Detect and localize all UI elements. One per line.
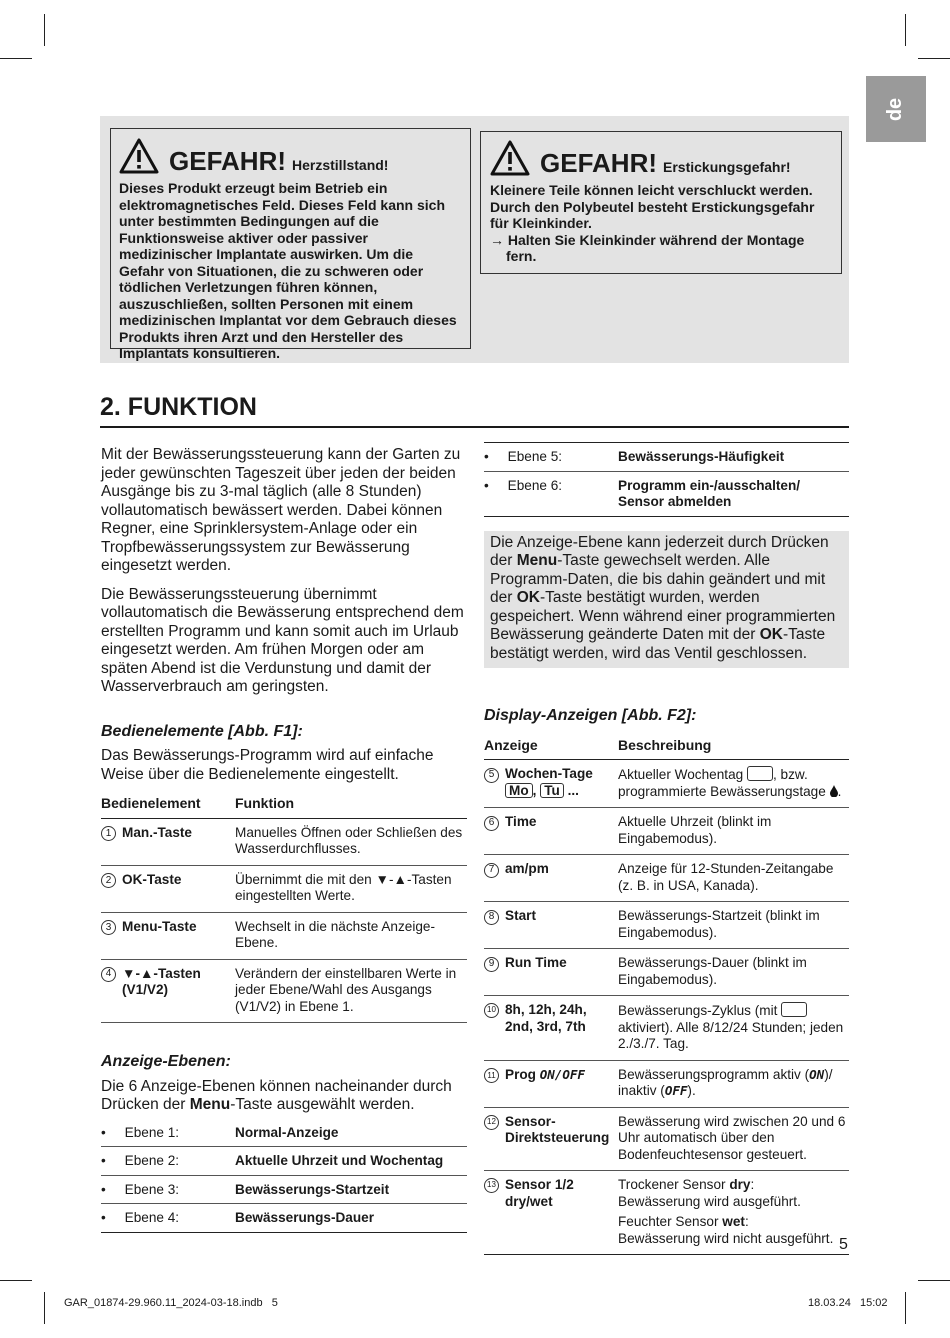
right-column: [484, 442, 849, 1255]
control-desc: Übernimmt die mit den ▼-▲-Tasten eingestellten Werte.: [235, 865, 467, 912]
language-tab: [866, 76, 926, 142]
cycle-frame-icon: [781, 1002, 807, 1017]
section-title: 2. FUNKTION: [100, 393, 257, 421]
day-frame-icon: [747, 766, 773, 781]
table-row: [101, 959, 467, 1023]
warning-subtitle: Erstickungsgefahr!: [663, 159, 791, 175]
table-row: 9 Run Time Bewässerungs-Dauer (blinkt im Eingabemodus).: [484, 949, 849, 996]
list-item: • Ebene 6: Programm ein-/ausschalten/ Sensor abmelden: [484, 471, 849, 516]
warning-subtitle: Herzstillstand!: [292, 157, 389, 173]
control-desc: Verändern der einstellbaren Werte in jeder Ebene/Wahl des Ausgangs (V1/V2) in Ebene 1.: [235, 959, 467, 1023]
key-mo: Mo: [505, 783, 533, 798]
crop-mark: [0, 58, 32, 59]
controls-intro: Das Bewässerungs-Programm wird auf einfache Weise über die Bedienelemente eingestellt.: [101, 747, 434, 783]
warning-action: → Halten Sie Kleinkinder während der Montage fern.: [490, 231, 805, 264]
controls-heading: Bedienelemente [Abb. F1]:: [101, 722, 303, 740]
warning-header: [119, 138, 462, 174]
bullet: •: [101, 1181, 125, 1197]
callout-number: 13: [484, 1178, 499, 1193]
table-row: 11 Prog ON/OFF Bewässerungsprogramm aktiv (ON)/ inaktiv (OFF).: [484, 1060, 849, 1107]
warning-box-choking: [480, 131, 842, 274]
table-row: [101, 865, 467, 912]
warning-title: GEFAHR!: [540, 148, 657, 178]
levels-intro: Die 6 Anzeige-Ebenen können nacheinander durch Drücken der Menu-Taste ausgewählt werden.: [101, 1077, 452, 1113]
table-row: 10 8h, 12h, 24h, 2nd, 3rd, 7th Bewässerungs-Zyklus (mit aktiviert). Alle 8/12/24 Stunden; jeden 2./3./7. Tag.: [484, 996, 849, 1061]
callout-number: 7: [484, 863, 499, 878]
warning-text: Kleinere Teile können leicht verschluckt werden. Durch den Polybeutel besteht Erstickungsgefahr für Kleinkinder.: [490, 182, 815, 231]
list-item: • Ebene 4: Bewässerungs-Dauer: [101, 1204, 467, 1233]
control-name: Man.-Taste: [122, 824, 192, 840]
callout-number: 10: [484, 1003, 499, 1018]
list-item: • Ebene 3: Bewässerungs-Startzeit: [101, 1175, 467, 1204]
callout-number: 8: [484, 910, 499, 925]
callout-number: 3: [101, 920, 116, 935]
bullet: •: [484, 477, 508, 493]
controls-table: [101, 790, 467, 1023]
table-row: 12 Sensor-Direktsteuerung Bewässerung wird zwischen 20 und 6 Uhr automatisch über den Bodenfeuchtesensor gesteuert.: [484, 1107, 849, 1171]
lcd-on-off: ON/OFF: [539, 1066, 585, 1082]
control-desc: Manuelles Öffnen oder Schließen des Wasserdurchflusses.: [235, 818, 467, 865]
table-row: 13 Sensor 1/2 dry/wet Trockener Sensor dry: Bewässerung wird ausgeführt. Feuchter Sensor wet: Bewässerung wird nicht ausgeführt.: [484, 1171, 849, 1255]
levels-table: [101, 1119, 467, 1233]
callout-number: 9: [484, 957, 499, 972]
list-item: • Ebene 5: Bewässerungs-Häufigkeit: [484, 443, 849, 472]
display-table: [484, 732, 849, 1256]
list-item: • Ebene 1: Normal-Anzeige: [101, 1119, 467, 1147]
levels-table-continued: [484, 442, 849, 517]
warning-triangle-icon: [119, 138, 159, 174]
levels-heading: Anzeige-Ebenen:: [101, 1053, 231, 1070]
control-name: OK-Taste: [122, 871, 182, 887]
controls-col-header: Bedienelement: [101, 790, 235, 818]
warning-box-heart: [110, 128, 471, 361]
warning-title: GEFAHR!: [169, 146, 286, 176]
info-box: Die Anzeige-Ebene kann jederzeit durch Drücken der Menu-Taste gewechselt werden. Alle Programm-Daten, die bis dahin geändert und mit der OK-Taste bestätigt wurden, werden gespeichert. Wenn während einer programmierten Bewässerung geänderte Daten mit der OK-Taste bestätigt werden, wird das Ventil geschlossen.: [484, 531, 849, 669]
warning-triangle-icon: [490, 140, 530, 176]
display-heading: Display-Anzeigen [Abb. F2]:: [484, 707, 697, 724]
crop-mark: [905, 14, 906, 46]
crop-mark: [44, 1292, 45, 1324]
callout-number: 4: [101, 967, 116, 982]
footer-date: 18.03.24 15:02: [808, 1297, 888, 1309]
control-name: Menu-Taste: [122, 918, 197, 934]
warning-text: Dieses Produkt erzeugt beim Betrieb ein elektromagnetisches Feld. Dieses Feld kann sich unter bestimmten Bedingungen auf die Funktionsweise aktiver oder passiver medizinischer Implantate auswirken. Um die Gefahr von Situationen, die zu schweren oder tödlichen Verletzungen führen können, auszuschließen, sollten Personen mit einem medizinischen Implantat vor dem Gebrauch dieses Produkts ihren Arzt und den Hersteller des Implantats konsultieren.: [119, 180, 457, 361]
crop-mark: [905, 1292, 906, 1324]
warning-header: [490, 140, 832, 176]
control-desc: Wechselt in die nächste Anzeige-Ebene.: [235, 912, 467, 959]
display-col-header: Anzeige: [484, 732, 618, 760]
intro-paragraph: Mit der Bewässerungssteuerung kann der Garten zu jeder gewünschten Tageszeit über jeden der beiden Ausgänge bis zu 3-mal täglich (alle 8 Stunden) vollautomatisch bewässert werden. Dabei können Regner, eine Sprinklersystem-Anlage oder ein Tropfbewässerungssystem zur Bewässerung eingesetzt werden.: [101, 446, 461, 574]
page-number: 5: [839, 1236, 848, 1253]
callout-number: 11: [484, 1068, 499, 1083]
callout-number: 12: [484, 1115, 499, 1130]
crop-mark: [44, 14, 45, 46]
title-rule: [100, 426, 849, 428]
table-row: 8 Start Bewässerungs-Startzeit (blinkt im Eingabemodus).: [484, 902, 849, 949]
display-col-header: Beschreibung: [618, 732, 849, 760]
footer-file: GAR_01874-29.960.11_2024-03-18.indb 5: [64, 1297, 278, 1309]
controls-col-header: Funktion: [235, 790, 467, 818]
control-name: ▼-▲-Tasten (V1/V2): [122, 965, 201, 997]
callout-number: 1: [101, 826, 116, 841]
table-row: 5 Wochen-Tage Mo , Tu ... Aktueller Wochentag , bzw. programmierte Bewässerungstage .: [484, 760, 849, 808]
key-tu: Tu: [540, 783, 564, 798]
bullet: •: [101, 1210, 125, 1225]
water-drop-icon: [830, 785, 838, 797]
callout-number: 6: [484, 816, 499, 831]
callout-number: 2: [101, 873, 116, 888]
bullet: •: [101, 1124, 125, 1140]
list-item: • Ebene 2: Aktuelle Uhrzeit und Wochentag: [101, 1147, 467, 1176]
left-column: [101, 446, 467, 1233]
bullet: •: [484, 449, 508, 464]
table-row: [101, 912, 467, 959]
table-row: 7 am/pm Anzeige für 12-Stunden-Zeitangabe (z. B. in USA, Kanada).: [484, 855, 849, 902]
bullet: •: [101, 1153, 125, 1168]
crop-mark: [0, 1280, 32, 1281]
table-row: 6 Time Aktuelle Uhrzeit (blinkt im Eingabemodus).: [484, 808, 849, 855]
intro-paragraph: Die Bewässerungssteuerung übernimmt vollautomatisch die Bewässerung entsprechend dem erstellten Programm und kann somit auch im Urlaub eingesetzt werden. Am frühen Morgen oder am späten Abend ist die Verdunstung und damit der Wasserverbrauch am geringsten.: [101, 585, 464, 695]
table-row: [101, 818, 467, 865]
callout-number: 5: [484, 768, 499, 783]
crop-mark: [918, 58, 950, 59]
language-tab-label: de: [884, 97, 907, 122]
crop-mark: [918, 1280, 950, 1281]
